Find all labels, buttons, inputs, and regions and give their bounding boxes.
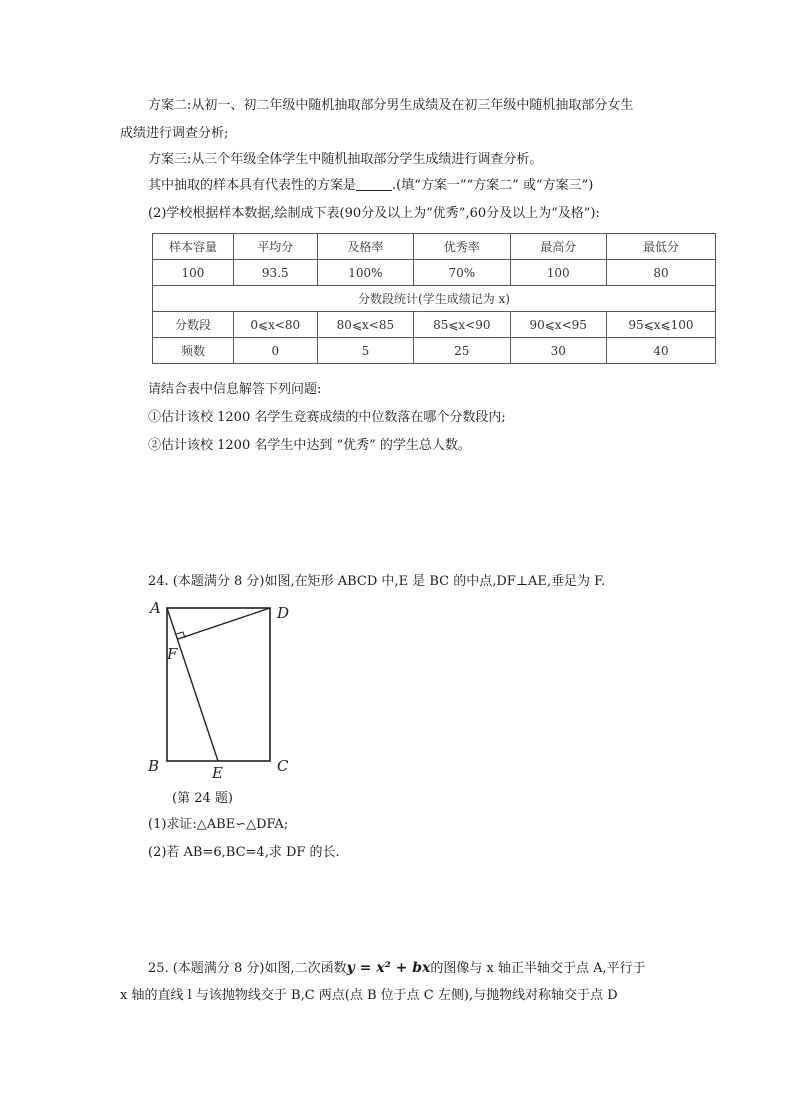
frequency-cell: 0 — [233, 338, 317, 364]
table-frequency-row — [153, 338, 716, 364]
q24-stem: 24. (本题满分 8 分)如图,在矩形 ABCD 中,E 是 BC 的中点,DF⊥AE,垂足为 F. — [148, 574, 606, 589]
range-cell: 80⩽x<85 — [317, 312, 413, 338]
representative-prefix: 其中抽取的样本具有代表性的方案是 — [148, 178, 357, 193]
figure-caption: (第 24 题) — [172, 791, 233, 806]
representative-question — [148, 176, 593, 196]
label-c: C — [277, 757, 289, 775]
segment-ae — [167, 608, 218, 761]
table-cell: 100 — [510, 260, 606, 286]
table-header-cell: 样本容量 — [153, 234, 234, 260]
label-a: A — [150, 599, 161, 617]
part2-intro: (2)学校根据样本数据,绘制成下表(90分及以上为“优秀”,60分及以上为“及格”): — [148, 206, 600, 221]
representative-suffix: .(填“方案一”“方案二” 或“方案三”) — [392, 178, 594, 193]
range-cell: 85⩽x<90 — [414, 312, 510, 338]
segment-df — [178, 608, 270, 639]
plan2-line2: 成绩进行调查分析; — [120, 126, 229, 141]
table-header-cell: 最高分 — [510, 234, 606, 260]
sub-question-2: ②估计该校 1200 名学生中达到 “优秀” 的学生总人数。 — [148, 438, 471, 453]
frequency-cell: 5 — [317, 338, 413, 364]
table-header-cell: 及格率 — [317, 234, 413, 260]
table-cell: 100 — [153, 260, 234, 286]
range-cell: 95⩽x⩽100 — [606, 312, 715, 338]
section-title: 分数段统计(学生成绩记为 x) — [153, 286, 716, 312]
q25-stem-line2: x 轴的直线 l 与该抛物线交于 B,C 两点(点 B 位于点 C 左侧),与抛物线对称轴交于点 D — [120, 988, 618, 1003]
sub-question-1: ①估计该校 1200 名学生竞赛成绩的中位数落在哪个分数段内; — [148, 410, 506, 425]
label-d: D — [277, 604, 290, 622]
geometry-figure — [140, 598, 310, 788]
frequency-cell: 30 — [510, 338, 606, 364]
table-header-cell: 平均分 — [233, 234, 317, 260]
row-label: 频数 — [153, 338, 234, 364]
statistics-table — [152, 233, 716, 364]
table-header-row — [153, 234, 716, 260]
table-header-cell: 优秀率 — [414, 234, 510, 260]
frequency-cell: 40 — [606, 338, 715, 364]
rectangle-abcd — [167, 608, 270, 761]
q25-formula: y = x² + bx — [346, 960, 431, 976]
table-cell: 70% — [414, 260, 510, 286]
table-section-row — [153, 286, 716, 312]
q24-part2: (2)若 AB=6,BC=4,求 DF 的长. — [148, 845, 340, 860]
frequency-cell: 25 — [414, 338, 510, 364]
q25-stem-line1 — [148, 958, 646, 979]
plan2-line1: 方案二:从初一、初二年级中随机抽取部分男生成绩及在初三年级中随机抽取部分女生 — [148, 98, 634, 113]
label-e: E — [212, 764, 223, 782]
table-cell: 100% — [317, 260, 413, 286]
q25-stem-suffix: 的图像与 x 轴正半轴交于点 A,平行于 — [430, 961, 646, 976]
table-header-cell: 最低分 — [606, 234, 715, 260]
range-cell: 90⩽x<95 — [510, 312, 606, 338]
range-cell: 0⩽x<80 — [233, 312, 317, 338]
row-label: 分数段 — [153, 312, 234, 338]
plan3-text: 方案三:从三个年级全体学生中随机抽取部分学生成绩进行调查分析。 — [148, 152, 543, 167]
label-f: F — [167, 645, 178, 663]
answer-blank[interactable] — [356, 176, 392, 191]
q24-part1: (1)求证:△ABE∽△DFA; — [148, 817, 289, 832]
table-values-row — [153, 260, 716, 286]
table-cell: 80 — [606, 260, 715, 286]
table-cell: 93.5 — [233, 260, 317, 286]
q25-stem-prefix: 25. (本题满分 8 分)如图,二次函数 — [148, 961, 347, 976]
table-ranges-row — [153, 312, 716, 338]
label-b: B — [148, 757, 160, 775]
prompt-text: 请结合表中信息解答下列问题: — [148, 382, 322, 397]
